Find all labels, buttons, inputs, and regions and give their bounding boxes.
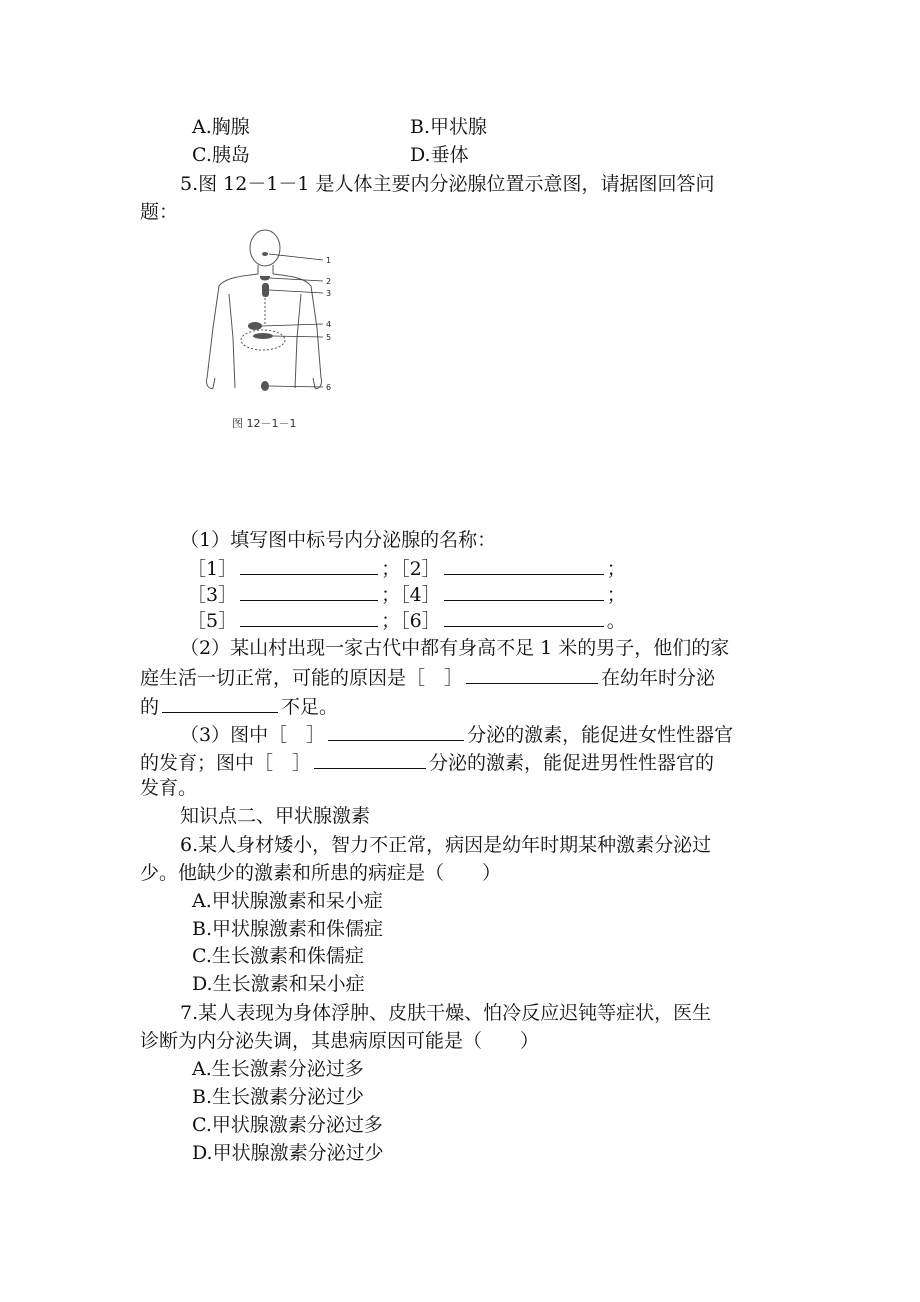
blank-6-field[interactable] <box>444 606 604 627</box>
q4-option-c: C.胰岛 <box>192 144 250 166</box>
q6-option-a: A.甲状腺激素和呆小症 <box>192 890 383 912</box>
q6-option-b: B.甲状腺激素和侏儒症 <box>192 918 384 940</box>
sub3-blank-female[interactable] <box>328 720 464 741</box>
sub3-text-b: 分泌的激素，能促进女性性器官 <box>467 724 734 746</box>
figure-label-4: 4 <box>326 320 332 329</box>
blank-label-5: ［5］ <box>187 610 238 632</box>
figure-left-hand <box>206 378 215 388</box>
section-heading: 知识点二、甲状腺激素 <box>180 805 371 827</box>
q7-option-b: B.生长激素分泌过少 <box>192 1086 365 1108</box>
row1-end: ； <box>606 558 626 580</box>
q4-option-b: B.甲状腺 <box>410 116 488 138</box>
figure-gonad <box>261 381 269 391</box>
figure-adrenal <box>248 322 262 330</box>
q7-option-d: D.甲状腺激素分泌过少 <box>192 1142 384 1164</box>
figure-body-sides <box>229 294 301 388</box>
blank-5-field[interactable] <box>240 606 378 627</box>
blank-label-3: ［3］ <box>187 584 238 606</box>
q7-option-a: A.生长激素分泌过多 <box>192 1058 364 1080</box>
q5-blank-row3 <box>187 606 626 634</box>
q6-option-d: D.生长激素和呆小症 <box>192 973 365 995</box>
q5-sub1-title: （1）填写图中标号内分泌腺的名称： <box>180 529 497 551</box>
sub2-blank-gland[interactable] <box>466 663 598 684</box>
sub2-blank-hormone[interactable] <box>162 692 278 713</box>
q7-stem-line1: 7.某人表现为身体浮肿、皮肤干燥、怕冷反应迟钝等症状，医生 <box>180 1002 712 1024</box>
q5-stem-line2: 题： <box>140 201 179 223</box>
q6-option-c: C.生长激素和侏儒症 <box>192 945 364 967</box>
q5-stem-line1: 5.图 12－1－1 是人体主要内分泌腺位置示意图，请据图回答问 <box>180 173 715 195</box>
q5-sub3-line2 <box>140 748 714 776</box>
q7-stem-line2: 诊断为内分泌失调，其患病原因可能是（ ） <box>140 1030 540 1052</box>
row2-end: ； <box>606 584 626 606</box>
blank-label-1: ［1］ <box>187 558 238 580</box>
figure-thyroid <box>260 276 270 281</box>
q5-sub2-line3 <box>140 692 338 720</box>
blank-label-6: ；［6］ <box>381 610 441 632</box>
q4-option-d: D.垂体 <box>410 144 469 166</box>
figure-label-1: 1 <box>326 256 332 265</box>
q5-sub3-line3: 发育。 <box>140 777 198 799</box>
sub2-text-c: 的 <box>140 696 160 718</box>
figure-label-5: 5 <box>326 333 332 342</box>
blank-label-2: ；［2］ <box>381 558 441 580</box>
q5-sub2-line1: （2）某山村出现一家古代中都有身高不足 1 米的男子，他们的家 <box>180 637 730 659</box>
blank-label-4: ；［4］ <box>381 584 441 606</box>
q6-stem-line2: 少。他缺少的激素和所患的病症是（ ） <box>140 862 502 884</box>
figure-label-3: 3 <box>326 289 332 298</box>
sub3-blank-male[interactable] <box>314 748 426 769</box>
sub2-text-a: 庭生活一切正常，可能的原因是［ ］ <box>140 667 464 689</box>
sub2-text-b: 在幼年时分泌 <box>601 667 716 689</box>
sub2-text-d: 不足。 <box>281 696 339 718</box>
figure-caption: 图 12－1－1 <box>232 417 297 430</box>
row3-end: 。 <box>606 610 626 632</box>
figure-pancreas <box>253 333 273 339</box>
endocrine-gland-diagram <box>195 228 345 408</box>
figure-label-6: 6 <box>326 383 332 392</box>
figure-label-2: 2 <box>326 277 332 286</box>
sub3-text-d: 分泌的激素，能促进男性性器官的 <box>429 752 715 774</box>
q5-blank-row2 <box>187 580 626 608</box>
q7-option-c: C.甲状腺激素分泌过多 <box>192 1114 383 1136</box>
figure-thymus <box>262 283 269 297</box>
figure-pituitary <box>262 252 268 256</box>
q5-sub2-line2 <box>140 663 715 691</box>
sub3-text-a: （3）图中［ ］ <box>180 724 326 746</box>
figure-head <box>250 230 280 266</box>
q5-blank-row1 <box>187 554 626 582</box>
q6-stem-line1: 6.某人身材矮小，智力不正常，病因是幼年时期某种激素分泌过 <box>180 834 712 856</box>
blank-1-field[interactable] <box>240 554 378 575</box>
q5-sub3-line1 <box>180 720 733 748</box>
blank-2-field[interactable] <box>444 554 604 575</box>
q4-option-a: A.胸腺 <box>192 116 250 138</box>
blank-3-field[interactable] <box>240 580 378 601</box>
blank-4-field[interactable] <box>444 580 604 601</box>
sub3-text-c: 的发育；图中［ ］ <box>140 752 312 774</box>
